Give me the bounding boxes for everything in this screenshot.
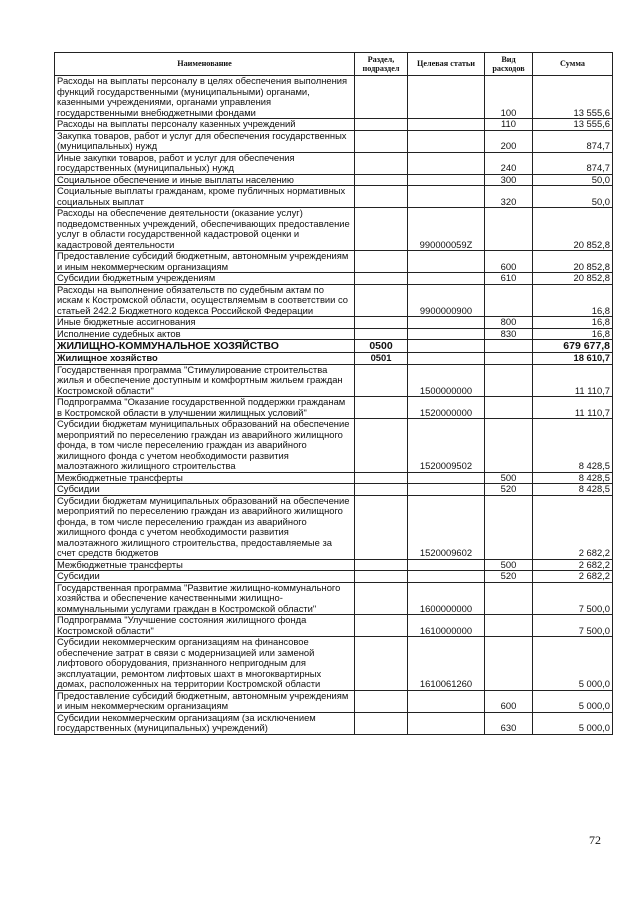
cell-cel: 1500000000 xyxy=(408,364,485,397)
cell-name: Социальное обеспечение и иные выплаты населению xyxy=(55,174,355,186)
cell-vid xyxy=(485,495,533,559)
cell-cel: 1610000000 xyxy=(408,615,485,637)
cell-cel: 1520000000 xyxy=(408,397,485,419)
cell-razd xyxy=(355,615,408,637)
cell-vid: 110 xyxy=(485,119,533,131)
cell-sum: 8 428,5 xyxy=(533,472,613,484)
cell-cel xyxy=(408,152,485,174)
cell-razd xyxy=(355,130,408,152)
cell-vid: 500 xyxy=(485,559,533,571)
cell-sum: 679 677,8 xyxy=(533,340,613,353)
cell-vid xyxy=(485,353,533,365)
cell-razd xyxy=(355,712,408,734)
budget-table xyxy=(54,52,613,735)
table-row xyxy=(55,119,613,131)
cell-vid: 600 xyxy=(485,251,533,273)
cell-sum: 2 682,2 xyxy=(533,571,613,583)
cell-cel xyxy=(408,273,485,285)
cell-name: Субсидии некоммерческим организациям (за исключением государственных (муниципальных) учреждений) xyxy=(55,712,355,734)
cell-vid: 630 xyxy=(485,712,533,734)
cell-razd xyxy=(355,559,408,571)
cell-razd xyxy=(355,186,408,208)
cell-name: Подпрограмма "Оказание государственной поддержки гражданам в Костромской области в улучшении жилищных условий" xyxy=(55,397,355,419)
cell-razd xyxy=(355,637,408,691)
cell-sum: 874,7 xyxy=(533,130,613,152)
cell-name: Социальные выплаты гражданам, кроме публичных нормативных социальных выплат xyxy=(55,186,355,208)
header-celevaya: Целевая статьи xyxy=(408,53,485,76)
cell-sum: 16,8 xyxy=(533,328,613,340)
cell-vid xyxy=(485,397,533,419)
header-summa: Сумма xyxy=(533,53,613,76)
table-row xyxy=(55,284,613,317)
cell-cel xyxy=(408,186,485,208)
cell-cel xyxy=(408,712,485,734)
table-row xyxy=(55,340,613,353)
cell-cel: 990000059Z xyxy=(408,208,485,251)
cell-sum: 18 610,7 xyxy=(533,353,613,365)
cell-sum: 2 682,2 xyxy=(533,559,613,571)
cell-cel: 1610061260 xyxy=(408,637,485,691)
cell-razd xyxy=(355,119,408,131)
cell-razd: 0501 xyxy=(355,353,408,365)
table-row xyxy=(55,690,613,712)
cell-razd xyxy=(355,364,408,397)
cell-cel xyxy=(408,130,485,152)
header-razdel: Раздел, подраздел xyxy=(355,53,408,76)
cell-vid: 520 xyxy=(485,571,533,583)
cell-razd xyxy=(355,273,408,285)
table-row xyxy=(55,495,613,559)
cell-vid: 100 xyxy=(485,76,533,119)
cell-sum: 2 682,2 xyxy=(533,495,613,559)
cell-sum: 8 428,5 xyxy=(533,484,613,496)
cell-sum: 20 852,8 xyxy=(533,251,613,273)
table-row xyxy=(55,353,613,365)
cell-razd xyxy=(355,582,408,615)
page-number: 72 xyxy=(589,833,601,847)
cell-vid: 610 xyxy=(485,273,533,285)
cell-cel xyxy=(408,328,485,340)
cell-cel xyxy=(408,340,485,353)
cell-cel xyxy=(408,571,485,583)
cell-name: Предоставление субсидий бюджетным, автономным учреждениям и иным некоммерческим организациям xyxy=(55,690,355,712)
cell-vid: 830 xyxy=(485,328,533,340)
cell-cel xyxy=(408,690,485,712)
cell-name: Субсидии xyxy=(55,571,355,583)
cell-name: Предоставление субсидий бюджетным, автономным учреждениям и иным некоммерческим организациям xyxy=(55,251,355,273)
cell-name: Исполнение судебных актов xyxy=(55,328,355,340)
cell-razd xyxy=(355,208,408,251)
cell-cel: 1600000000 xyxy=(408,582,485,615)
cell-razd: 0500 xyxy=(355,340,408,353)
table-body xyxy=(55,76,613,735)
table-row xyxy=(55,208,613,251)
cell-razd xyxy=(355,571,408,583)
cell-name: Межбюджетные трансферты xyxy=(55,559,355,571)
cell-sum: 7 500,0 xyxy=(533,582,613,615)
table-row xyxy=(55,251,613,273)
table-row xyxy=(55,397,613,419)
cell-sum: 16,8 xyxy=(533,317,613,329)
cell-sum: 5 000,0 xyxy=(533,712,613,734)
cell-sum: 13 555,6 xyxy=(533,76,613,119)
cell-sum: 20 852,8 xyxy=(533,273,613,285)
cell-name: Расходы на выплаты персоналу в целях обеспечения выполнения функций государственными (муниципальными) органами, казенными учреждениями, органами управления государственными внебюджетными фондами xyxy=(55,76,355,119)
table-row xyxy=(55,615,613,637)
table-row xyxy=(55,130,613,152)
cell-vid: 200 xyxy=(485,130,533,152)
cell-vid: 520 xyxy=(485,484,533,496)
table-row xyxy=(55,484,613,496)
table-row xyxy=(55,419,613,473)
cell-vid: 240 xyxy=(485,152,533,174)
cell-name: Иные закупки товаров, работ и услуг для обеспечения государственных (муниципальных) нужд xyxy=(55,152,355,174)
table-row xyxy=(55,712,613,734)
cell-razd xyxy=(355,472,408,484)
table-header-row xyxy=(55,53,613,76)
cell-name: Расходы на выплаты персоналу казенных учреждений xyxy=(55,119,355,131)
cell-vid xyxy=(485,208,533,251)
cell-name: Субсидии некоммерческим организациям на финансовое обеспечение затрат в связи с модернизацией или заменой лифтового оборудования, признанного непригодным для эксплуатации, ремонтом лифтовых шахт в многоквартирных домах, расположенных на территории Костромской области xyxy=(55,637,355,691)
cell-cel xyxy=(408,559,485,571)
cell-name: Субсидии бюджетным учреждениям xyxy=(55,273,355,285)
cell-cel xyxy=(408,76,485,119)
cell-cel xyxy=(408,353,485,365)
cell-sum: 20 852,8 xyxy=(533,208,613,251)
table-row xyxy=(55,174,613,186)
cell-sum: 50,0 xyxy=(533,174,613,186)
cell-name: Жилищное хозяйство xyxy=(55,353,355,365)
cell-vid xyxy=(485,419,533,473)
cell-vid: 800 xyxy=(485,317,533,329)
table-row xyxy=(55,364,613,397)
cell-razd xyxy=(355,419,408,473)
cell-vid xyxy=(485,340,533,353)
cell-sum: 7 500,0 xyxy=(533,615,613,637)
table-row xyxy=(55,152,613,174)
cell-razd xyxy=(355,495,408,559)
cell-vid xyxy=(485,284,533,317)
cell-name: ЖИЛИЩНО-КОММУНАЛЬНОЕ ХОЗЯЙСТВО xyxy=(55,340,355,353)
cell-name: Субсидии бюджетам муниципальных образований на обеспечение мероприятий по переселению граждан из аварийного жилищного фонда, в том числе переселению граждан из аварийного жилищного фонда с учетом необходимости развития малоэтажного жилищного строительства, предоставляемые за счет средств бюджетов xyxy=(55,495,355,559)
cell-vid: 320 xyxy=(485,186,533,208)
cell-sum: 16,8 xyxy=(533,284,613,317)
cell-name: Расходы на выполнение обязательств по судебным актам по искам к Костромской области, осуществляемым в соответствии со статьей 242.2 Бюджетного кодекса Российской Федерации xyxy=(55,284,355,317)
table-row xyxy=(55,76,613,119)
cell-sum: 13 555,6 xyxy=(533,119,613,131)
cell-vid xyxy=(485,637,533,691)
cell-sum: 11 110,7 xyxy=(533,364,613,397)
cell-cel: 9900000900 xyxy=(408,284,485,317)
cell-razd xyxy=(355,690,408,712)
table-row xyxy=(55,472,613,484)
table-row xyxy=(55,328,613,340)
cell-name: Субсидии xyxy=(55,484,355,496)
cell-razd xyxy=(355,76,408,119)
header-vid: Вид расходов xyxy=(485,53,533,76)
cell-vid xyxy=(485,615,533,637)
cell-name: Межбюджетные трансферты xyxy=(55,472,355,484)
cell-razd xyxy=(355,328,408,340)
cell-razd xyxy=(355,484,408,496)
cell-vid: 600 xyxy=(485,690,533,712)
cell-vid xyxy=(485,582,533,615)
cell-cel xyxy=(408,317,485,329)
cell-razd xyxy=(355,284,408,317)
header-name: Наименование xyxy=(55,53,355,76)
cell-razd xyxy=(355,317,408,329)
cell-cel xyxy=(408,484,485,496)
table-row xyxy=(55,582,613,615)
cell-name: Государственная программа "Развитие жилищно-коммунального хозяйства и обеспечение качественными жилищно-коммунальными услугами граждан в Костромской области" xyxy=(55,582,355,615)
cell-razd xyxy=(355,152,408,174)
table-row xyxy=(55,571,613,583)
cell-name: Субсидии бюджетам муниципальных образований на обеспечение мероприятий по переселению граждан из аварийного жилищного фонда, в том числе переселению граждан из аварийного жилищного фонда с учетом необходимости развития малоэтажного жилищного строительства xyxy=(55,419,355,473)
cell-sum: 874,7 xyxy=(533,152,613,174)
cell-razd xyxy=(355,251,408,273)
cell-name: Подпрограмма "Улучшение состояния жилищного фонда Костромской области" xyxy=(55,615,355,637)
cell-sum: 5 000,0 xyxy=(533,637,613,691)
cell-vid: 300 xyxy=(485,174,533,186)
cell-sum: 50,0 xyxy=(533,186,613,208)
cell-cel xyxy=(408,174,485,186)
table-row xyxy=(55,273,613,285)
cell-name: Иные бюджетные ассигнования xyxy=(55,317,355,329)
cell-razd xyxy=(355,174,408,186)
cell-cel xyxy=(408,251,485,273)
cell-sum: 11 110,7 xyxy=(533,397,613,419)
cell-name: Закупка товаров, работ и услуг для обеспечения государственных (муниципальных) нужд xyxy=(55,130,355,152)
table-row xyxy=(55,559,613,571)
cell-vid xyxy=(485,364,533,397)
cell-name: Государственная программа "Стимулирование строительства жилья и обеспечение доступным и комфортным жильем граждан Костромской области" xyxy=(55,364,355,397)
table-row xyxy=(55,637,613,691)
cell-cel xyxy=(408,119,485,131)
cell-sum: 5 000,0 xyxy=(533,690,613,712)
table-row xyxy=(55,186,613,208)
cell-name: Расходы на обеспечение деятельности (оказание услуг) подведомственных учреждений, обеспечивающих предоставление услуг в области государственной кадастровой оценки и кадастровой деятельности xyxy=(55,208,355,251)
cell-vid: 500 xyxy=(485,472,533,484)
cell-sum: 8 428,5 xyxy=(533,419,613,473)
cell-razd xyxy=(355,397,408,419)
cell-cel xyxy=(408,472,485,484)
table-row xyxy=(55,317,613,329)
cell-cel: 1520009602 xyxy=(408,495,485,559)
cell-cel: 1520009502 xyxy=(408,419,485,473)
